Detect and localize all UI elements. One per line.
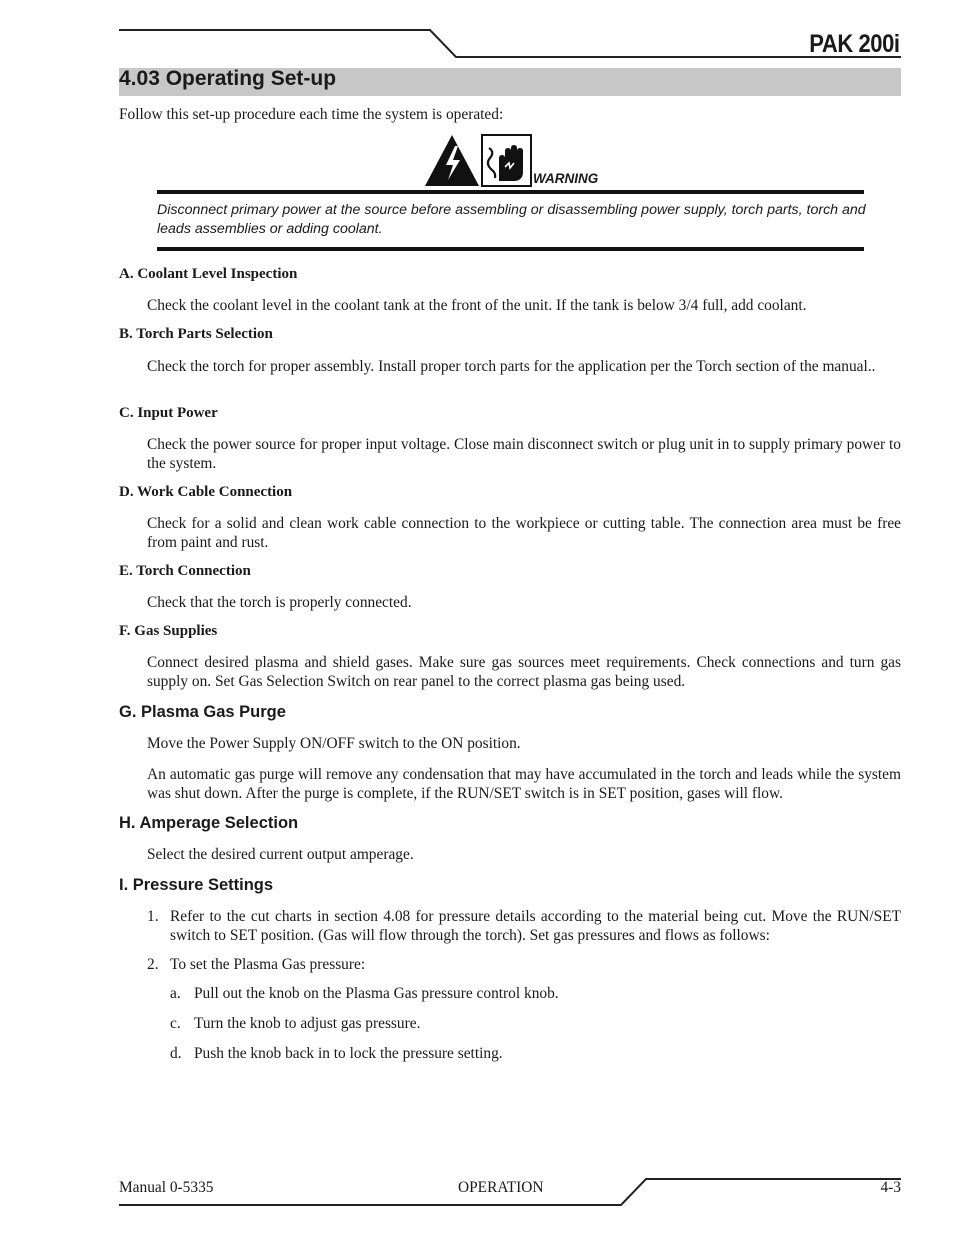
step-b-heading: B. Torch Parts Selection [119, 326, 273, 342]
list-item-text: Refer to the cut charts in section 4.08 for pressure details according to the material being cut. Move the RUN/SET switch to SET position. (Gas will flow through the torch). Set gas pressures and flows as follows: [170, 908, 901, 944]
footer-page-number: 4-3 [880, 1179, 901, 1196]
electric-shock-icon [424, 134, 480, 187]
sub-item-text: Pull out the knob on the Plasma Gas pressure control knob. [194, 985, 559, 1002]
warning-rule-bottom [157, 247, 864, 251]
list-item-text: To set the Plasma Gas pressure: [170, 956, 366, 973]
step-h-heading: H. Amperage Selection [119, 814, 299, 832]
step-g-text-1: Move the Power Supply ON/OFF switch to the ON position. [147, 735, 521, 752]
step-e-heading: E. Torch Connection [119, 563, 251, 579]
footer-section-name: OPERATION [458, 1179, 544, 1196]
step-g-heading: G. Plasma Gas Purge [119, 703, 286, 721]
step-c-text: Check the power source for proper input voltage. Close main disconnect switch or plug unit in to supply primary power to the system. [147, 436, 901, 472]
step-c-heading: C. Input Power [119, 405, 218, 421]
step-f-text: Connect desired plasma and shield gases. Make sure gas sources meet requirements. Check connections and turn gas supply on. Set Gas Selection Switch on rear panel to the correct plasma gas being used. [147, 654, 901, 690]
section-title: 4.03 Operating Set-up [119, 67, 337, 90]
step-b-text: Check the torch for proper assembly. Install proper torch parts for the application per the Torch section of the manual.. [147, 358, 876, 375]
step-d-text: Check for a solid and clean work cable connection to the workpiece or cutting table. The connection area must be free from paint and rust. [147, 515, 901, 551]
step-g-text-2: An automatic gas purge will remove any condensation that may have accumulated in the torch and leads while the system was shut down. After the purge is complete, if the RUN/SET switch is in SET position, gases will flow. [147, 766, 901, 802]
step-d-heading: D. Work Cable Connection [119, 484, 293, 500]
warning-text: Disconnect primary power at the source before assembling or disassembling power supply, torch parts, torch and leads assemblies or adding coolant. [157, 202, 866, 237]
step-a-text: Check the coolant level in the coolant tank at the front of the unit. If the tank is below 3/4 full, add coolant. [147, 297, 807, 314]
warning-rule-top [157, 190, 864, 194]
sub-item-letter: a. [170, 985, 181, 1002]
step-e-text: Check that the torch is properly connected. [147, 594, 412, 611]
sub-item-text: Push the knob back in to lock the pressure setting. [194, 1045, 503, 1062]
section-intro: Follow this set-up procedure each time the system is operated: [119, 106, 504, 123]
footer-manual-number: Manual 0-5335 [119, 1179, 214, 1196]
list-item-number: 2. [147, 956, 159, 973]
step-h-text: Select the desired current output amperage. [147, 846, 414, 863]
product-title: PAK 200i [809, 30, 900, 58]
sub-item-letter: c. [170, 1015, 181, 1032]
list-item-number: 1. [147, 908, 159, 925]
hot-hand-burn-icon [481, 134, 532, 187]
step-f-heading: F. Gas Supplies [119, 623, 218, 639]
sub-item-letter: d. [170, 1045, 182, 1062]
sub-item-text: Turn the knob to adjust gas pressure. [194, 1015, 421, 1032]
step-i-heading: I. Pressure Settings [119, 876, 274, 894]
step-a-heading: A. Coolant Level Inspection [119, 266, 298, 282]
warning-label: WARNING [533, 171, 599, 186]
